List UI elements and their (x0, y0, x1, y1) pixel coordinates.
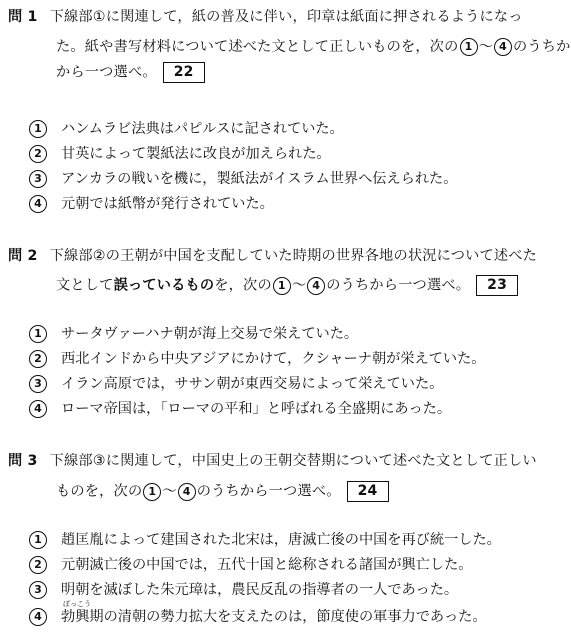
q2-stem-text-1: 下線部②の王朝が中国を支配していた時期の世界各地の状況について述べた (49, 248, 538, 264)
q2-emphasis: 誤っているもの (113, 277, 215, 294)
q2-range-sep: ～ (291, 277, 307, 294)
q3-range-end: 4 (178, 483, 196, 501)
q1-range-sep: ～ (478, 39, 493, 55)
q2-answer-box[interactable]: 23 (476, 275, 518, 296)
q2-option-3-text: イラン高原では，ササン朝が東西交易によって栄えていた。 (61, 376, 444, 392)
q1-option-3-text: アンカラの戦いを機に，製紙法がイスラム世界へ伝えられた。 (61, 171, 458, 187)
q2-stem-line-2 (56, 275, 518, 296)
q3-option-4-number: 4 (29, 608, 47, 626)
q3-option-3[interactable] (28, 581, 458, 599)
q3-option-1[interactable] (28, 531, 501, 549)
q2-stem-text-3: を，次の (214, 277, 272, 294)
q2-option-3[interactable] (28, 375, 443, 393)
q1-option-3-number: 3 (29, 170, 47, 188)
q3-label: 問 3 (8, 453, 38, 469)
q3-option-2-text: 元朝滅亡後の中国では，五代十国と総称される諸国が興亡した。 (61, 557, 473, 573)
q1-option-1[interactable] (28, 120, 344, 138)
q3-stem-text-1: 下線部③に関連して，中国史上の王朝交替期について述べた文として正しい (49, 453, 537, 469)
q2-option-1-text: サータヴァーハナ朝が海上交易で栄えていた。 (61, 326, 359, 342)
q2-range-end: 4 (307, 277, 325, 295)
q3-stem-line-2 (56, 481, 389, 502)
q1-option-3[interactable] (28, 170, 457, 188)
q2-option-2-number: 2 (29, 350, 47, 368)
q2-option-4-text: ローマ帝国は，「ローマの平和」と呼ばれる全盛期にあった。 (61, 401, 452, 417)
q3-option-4-ruby-base: 勃興 (61, 609, 90, 625)
q3-option-3-number: 3 (29, 581, 47, 599)
q3-range-sep: ～ (162, 483, 177, 500)
q3-option-4[interactable] (28, 600, 487, 626)
q2-option-2-text: 西北インドから中央アジアにかけて，クシャーナ朝が栄えていた。 (61, 351, 486, 367)
q1-option-2[interactable] (28, 145, 331, 163)
q3-stem-text-2: ものを，次の (56, 483, 143, 500)
q2-option-4[interactable] (28, 400, 451, 418)
q1-option-4-number: 4 (29, 195, 47, 213)
q1-answer-box[interactable]: 22 (163, 62, 205, 83)
q2-stem-line-1 (8, 249, 537, 263)
q1-stem-line-2 (56, 38, 571, 56)
q3-stem-text-3: のうちから一つ選べ。 (196, 483, 341, 500)
q1-stem-text-3: から一つ選べ。 (56, 64, 157, 81)
q1-range-start: 1 (460, 38, 478, 56)
q1-option-1-number: 1 (29, 120, 47, 138)
q1-option-1-text: ハンムラビ法典はパピルスに記されていた。 (61, 121, 344, 137)
q3-option-1-number: 1 (29, 531, 47, 549)
q1-range-after: のうちか (512, 39, 571, 55)
q3-option-4-furigana: ぼっこう (63, 600, 91, 608)
q1-option-2-number: 2 (29, 145, 47, 163)
q3-answer-box[interactable]: 24 (347, 481, 389, 502)
q2-range-start: 1 (273, 277, 291, 295)
q1-option-4-text: 元朝では紙幣が発行されていた。 (61, 196, 274, 212)
q1-stem-text-1: 下線部①に関連して，紙の普及に伴い，印章は紙面に押されるようになっ (49, 9, 523, 25)
q2-option-1[interactable] (28, 325, 358, 343)
q2-stem-text-4: のうちから一つ選べ。 (326, 277, 471, 294)
q2-option-2[interactable] (28, 350, 486, 368)
q3-option-1-text: 趙匡胤によって建国された北宋は，唐滅亡後の中国を再び統一した。 (61, 532, 501, 548)
q1-stem-line-3 (56, 62, 205, 83)
q1-range-end: 4 (494, 38, 512, 56)
q2-option-4-number: 4 (29, 400, 47, 418)
q1-option-2-text: 甘英によって製紙法に改良が加えられた。 (61, 146, 331, 162)
q3-stem-line-1 (8, 454, 537, 468)
q3-option-2[interactable] (28, 556, 472, 574)
q3-option-4-text: 期の清朝の勢力拡大を支えたのは，節度使の軍事力であった。 (89, 609, 487, 625)
q2-stem-text-2: 文として (56, 277, 114, 294)
q2-label: 問 2 (8, 248, 38, 264)
q3-range-start: 1 (143, 483, 161, 501)
q2-option-3-number: 3 (29, 375, 47, 393)
q2-option-1-number: 1 (29, 325, 47, 343)
q3-option-3-text: 明朝を滅ぼした朱元璋は，農民反乱の指導者の一人であった。 (61, 582, 459, 598)
q3-option-4-ruby-word (61, 600, 91, 625)
q1-stem-line-1 (8, 10, 523, 24)
q3-option-2-number: 2 (29, 556, 47, 574)
q1-stem-text-2: た。紙や書写材料について述べた文として正しいものを，次の (56, 39, 459, 55)
q1-option-4[interactable] (28, 195, 274, 213)
q1-label: 問 1 (8, 9, 38, 25)
